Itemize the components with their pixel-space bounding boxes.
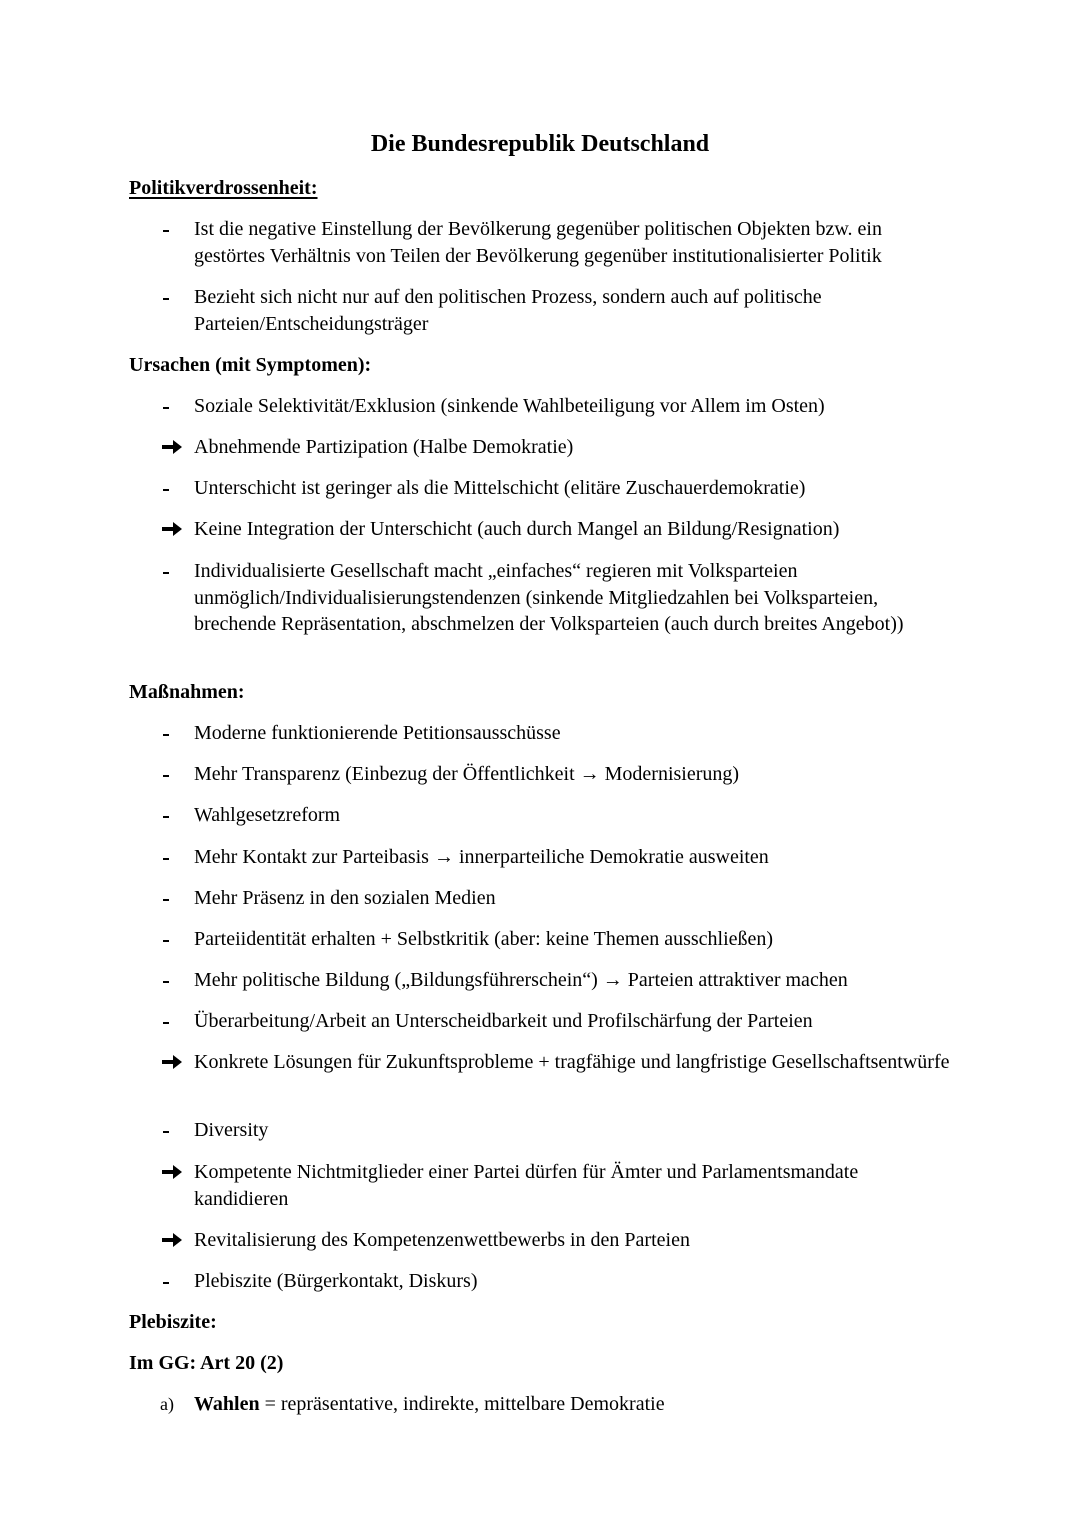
arrow-right-icon — [157, 434, 193, 460]
section-heading-gg: Im GG: Art 20 (2) — [129, 1352, 284, 1374]
dash-bullet-icon — [157, 761, 193, 787]
list-item: Mehr Präsenz in den sozialen Medien — [157, 885, 957, 912]
section-heading-ursachen: Ursachen (mit Symptomen): — [129, 354, 372, 376]
dash-bullet-icon — [157, 1117, 193, 1143]
arrow-right-icon — [157, 1049, 193, 1075]
list-item: Mehr Transparenz (Einbezug der Öffentlichkeit → Modernisierung) — [157, 761, 957, 788]
list-item: Keine Integration der Unterschicht (auch durch Mangel an Bildung/Resignation) — [157, 516, 957, 543]
list-item: Unterschicht ist geringer als die Mittelschicht (elitäre Zuschauerdemokratie) — [157, 475, 957, 502]
section-heading-plebiszite: Plebiszite: — [129, 1311, 217, 1333]
page-title: Die Bundesrepublik Deutschland — [370, 131, 710, 157]
dash-bullet-icon — [157, 216, 193, 242]
term-wahlen: Wahlen — [194, 1393, 260, 1415]
dash-bullet-icon — [157, 558, 193, 584]
dash-bullet-icon — [157, 926, 193, 952]
dash-bullet-icon — [157, 1008, 193, 1034]
section-heading-massnahmen: Maßnahmen: — [129, 681, 245, 703]
dash-bullet-icon — [157, 284, 193, 310]
arrow-right-icon — [157, 516, 193, 542]
list-item: Konkrete Lösungen für Zukunftsprobleme + tragfähige und langfristige Gesellschaftsentwürfe — [157, 1049, 957, 1076]
list-item: Soziale Selektivität/Exklusion (sinkende Wahlbeteiligung vor Allem im Osten) — [157, 393, 957, 420]
list-item: Abnehmende Partizipation (Halbe Demokratie) — [157, 434, 957, 461]
list-item: Ist die negative Einstellung der Bevölkerung gegenüber politischen Objekten bzw. ein gestörtes Verhältnis von Teilen der Bevölkerung gegenüber institutionalisierter Politik — [157, 216, 957, 269]
dash-bullet-icon — [157, 802, 193, 828]
dash-bullet-icon — [157, 967, 193, 993]
dash-bullet-icon — [157, 844, 193, 870]
arrow-right-icon — [157, 1227, 193, 1253]
list-item: Kompetente Nichtmitglieder einer Partei dürfen für Ämter und Parlamentsmandate kandidieren — [157, 1159, 957, 1212]
arrow-right-icon — [157, 1159, 193, 1185]
dash-bullet-icon — [157, 475, 193, 501]
list-item: Parteiidentität erhalten + Selbstkritik (aber: keine Themen ausschließen) — [157, 926, 957, 953]
list-item: Mehr politische Bildung („Bildungsführerschein“) → Parteien attraktiver machen — [157, 967, 957, 994]
term-definition: = repräsentative, indirekte, mittelbare Demokratie — [259, 1393, 665, 1415]
dash-bullet-icon — [157, 885, 193, 911]
dash-bullet-icon — [157, 1268, 193, 1294]
list-item: Individualisierte Gesellschaft macht „einfaches“ regieren mit Volksparteien unmöglich/Individualisierungstendenzen (sinkende Mitgliedzahlen bei Volksparteien, brechende Repräsentation, abschmelzen der Volksparteien (auch durch breites Angebot)) — [157, 558, 957, 638]
list-item: Wahlgesetzreform — [157, 802, 957, 829]
list-item: Revitalisierung des Kompetenzenwettbewerbs in den Parteien — [157, 1227, 957, 1254]
list-item: Bezieht sich nicht nur auf den politischen Prozess, sondern auch auf politische Parteien/Entscheidungsträger — [157, 284, 957, 337]
list-item: Diversity — [157, 1117, 957, 1144]
list-item: Moderne funktionierende Petitionsausschüsse — [157, 720, 957, 747]
list-letter: a) — [160, 1394, 174, 1414]
dash-bullet-icon — [157, 393, 193, 419]
dash-bullet-icon — [157, 720, 193, 746]
list-item: Überarbeitung/Arbeit an Unterscheidbarkeit und Profilschärfung der Parteien — [157, 1008, 957, 1035]
section-heading-politikverdrossenheit: Politikverdrossenheit: — [129, 177, 318, 199]
list-item: Plebiszite (Bürgerkontakt, Diskurs) — [157, 1268, 957, 1295]
list-item — [157, 1391, 957, 1418]
list-item: Mehr Kontakt zur Parteibasis → innerparteiliche Demokratie ausweiten — [157, 844, 957, 871]
